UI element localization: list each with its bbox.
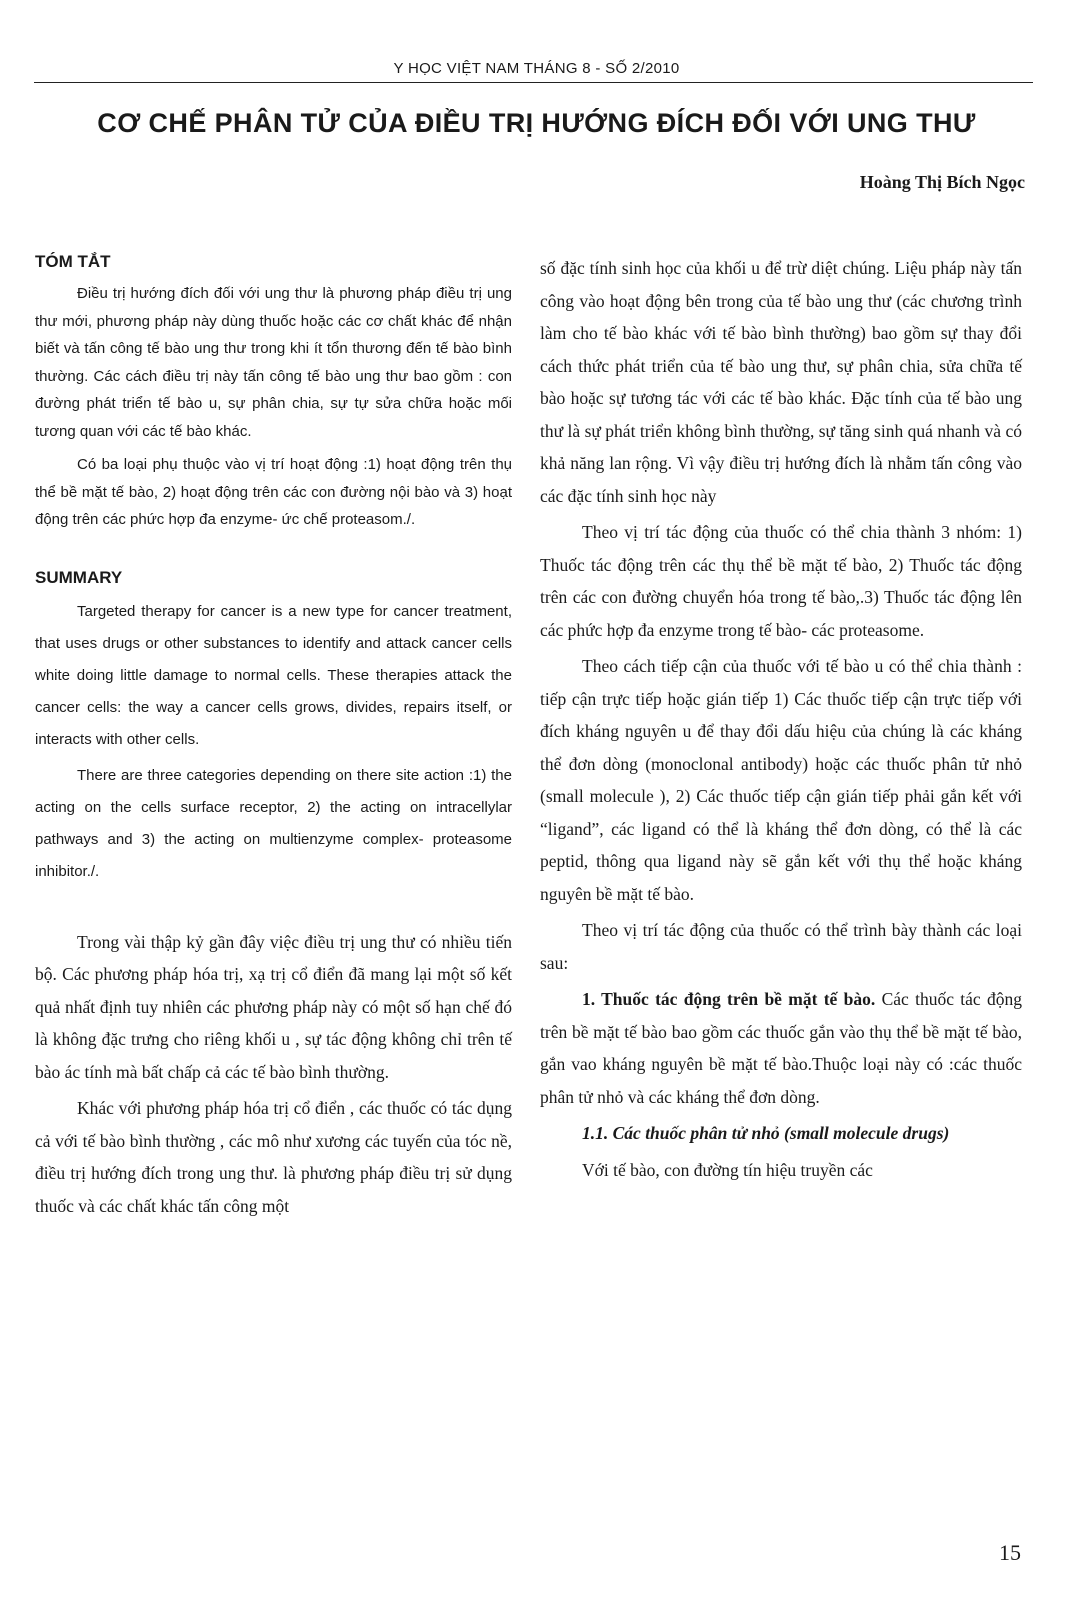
author-name: Hoàng Thị Bích Ngọc	[859, 172, 1025, 192]
body-paragraph: Với tế bào, con đường tín hiệu truyền các	[582, 1159, 873, 1180]
abstract-vi-paragraph: Điều trị hướng đích đối với ung thư là phương pháp điều trị ung thư mới, phương pháp này dùng thuốc hoặc các cơ chất khác để nhận biết và tấn công tế bào ung thư trong khi ít tổn thương đến tế bào bình thường. Các cách điều trị này tấn công tế bào ung thư bao gồm : con đường phát triển tế bào u, sự phân chia, sự tự sửa chữa hoặc mối tương quan với các tế bào khác.	[35, 285, 512, 440]
section-heading-inline: 1. Thuốc tác động trên bề mặt tế bào.	[582, 989, 876, 1009]
body-paragraph: Theo vị trí tác động của thuốc có thể trình bày thành các loại sau:	[540, 920, 1022, 973]
running-header: Y HỌC VIỆT NAM THÁNG 8 - SỐ 2/2010	[393, 60, 680, 77]
body-paragraph: Theo cách tiếp cận của thuốc với tế bào u có thể chia thành : tiếp cận trực tiếp hoặc gián tiếp 1) Các thuốc tiếp cận trực tiếp với đích kháng nguyên u để thay đổi dấu hiệu của chúng là các kháng thể đơn dòng (monoclonal antibody) hoặc các thuốc phân tử nhỏ (small molecule ), 2) Các thuốc tiếp cận gián tiếp phải gắn kết với “ligand”, các ligand có thể là kháng thể đơn dòng, có thể là các peptid, thông qua ligand này sẽ gắn kết với thụ thể hoặc kháng nguyên bề mặt tế bào.	[540, 656, 1022, 904]
abstract-vi-heading: TÓM TẮT	[35, 252, 111, 271]
body-paragraph: Trong vài thập kỷ gần đây việc điều trị ung thư có nhiều tiến bộ. Các phương pháp hóa trị, xạ trị cổ điển đã mang lại một số kết quả nhất định tuy nhiên các phương pháp này có một số hạn chế đó là không đặc trưng cho riêng khối u , sự tác động không chỉ trên tế bào ác tính mà bất chấp cả các tế bào bình thường.	[35, 931, 512, 1082]
page-number: 15	[999, 1540, 1021, 1565]
header-divider	[34, 82, 1033, 83]
body-paragraph: Khác với phương pháp hóa trị cổ điển , các thuốc có tác dụng cả với tế bào bình thường , các mô như xương các tuyến của tóc nề, điều trị hướng đích trong ung thư. là phương pháp điều trị sử dụng thuốc và các chất khác tấn công một	[35, 1098, 512, 1216]
left-column	[35, 252, 512, 1226]
body-paragraph: Theo vị trí tác động của thuốc có thể chia thành 3 nhóm: 1) Thuốc tác động trên các thụ thể bề mặt tế bào, 2) Thuốc tác động trên các con đường chuyển hóa trong tế bào,.3) Thuốc tác động lên các phức hợp đa enzyme trong tế bào- các proteasome.	[540, 522, 1022, 640]
article-title: CƠ CHẾ PHÂN TỬ CỦA ĐIỀU TRỊ HƯỚNG ĐÍCH ĐỐI VỚI UNG THƯ	[97, 108, 976, 138]
section-paragraph	[540, 983, 1022, 1113]
section-text: Các thuốc tác động trên bề mặt tế bào bao gồm các thuốc gắn vào thụ thể bề mặt tế bào, gắn vao kháng nguyên bề mặt tế bào.Thuộc loại này có :các thuốc phân tử nhỏ và các kháng thể đơn dòng.	[540, 989, 1022, 1107]
abstract-vi-paragraph: Có ba loại phụ thuộc vào vị trí hoạt động :1) hoạt động trên thụ thể bề mặt tế bào, 2) hoạt động trên các con đường nội bào và 3) hoạt động trên các phức hợp đa enzyme- ức chế proteasom./.	[35, 456, 512, 528]
body-paragraph: số đặc tính sinh học của khối u để trừ diệt chúng. Liệu pháp này tấn công vào hoạt động bên trong của tế bào ung thư (các chương trình làm cho tế bào khác với tế bào bình thường) bao gồm sự thay đổi cách thức phát triển của tế bào ung thư, sự phân chia, sửa chữa tế bào hoặc sự tương tác với các tế bào khác. Đặc tính của tế bào ung thư là sự phát triển không bình thường, sự tăng sinh quá nhanh và có khả năng lan rộng. Vì vậy điều trị hướng đích là nhằm tấn công vào các đặc tính sinh học này	[540, 258, 1022, 506]
abstract-en-paragraph: There are three categories depending on there site action :1) the acting on the cells surface receptor, 2) the acting on intracellylar pathways and 3) the acting on multienzyme complex- proteasome inhibitor./.	[35, 766, 512, 880]
subsection-heading: 1.1. Các thuốc phân tử nhỏ (small molecule drugs)	[582, 1123, 950, 1143]
abstract-en-heading: SUMMARY	[35, 567, 123, 587]
right-column	[540, 252, 1022, 1190]
abstract-en-paragraph: Targeted therapy for cancer is a new type for cancer treatment, that uses drugs or other substances to identify and attack cancer cells white doing little damage to normal cells. These therapies attack the cancer cells: the way a cancer cells grows, divides, repairs itself, or interacts with other cells.	[35, 602, 512, 748]
